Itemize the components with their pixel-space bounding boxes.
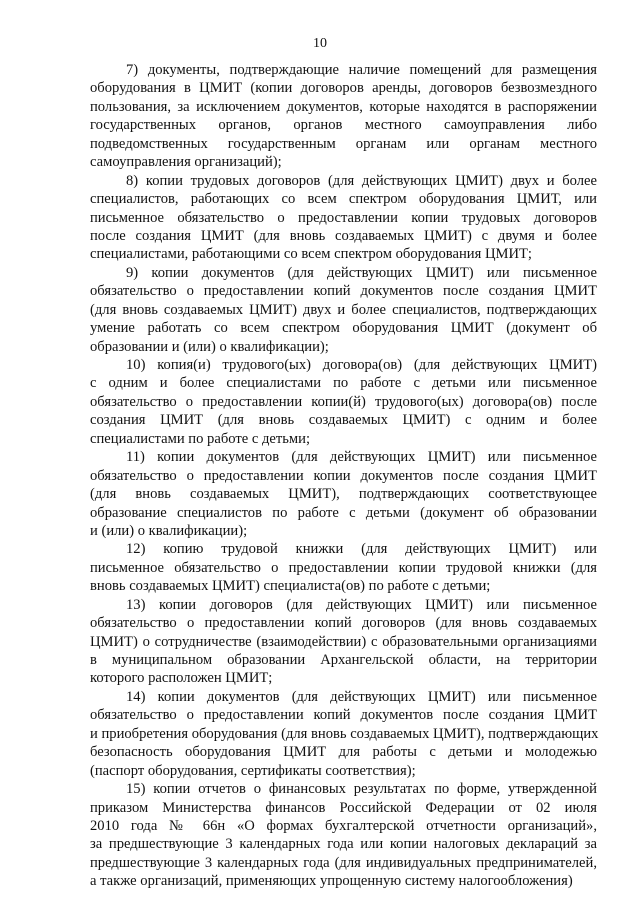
page-number: 10 (313, 36, 327, 51)
text-line: (для вновь создаваемых ЦМИТ), подтверждающих соответствующее (90, 486, 597, 503)
text-line: письменное обязательство о предоставлении копии трудовых договоров (90, 209, 597, 226)
text-line: обязательство о предоставлении копий документов после создания ЦМИТ (90, 283, 597, 300)
list-item-7 (90, 61, 597, 172)
text-line: 8) копии трудовых договоров (для действующих ЦМИТ) двух и более (126, 172, 597, 189)
text-line: которого расположен ЦМИТ; (90, 670, 273, 687)
text-line: специалистами, работающими со всем спектром оборудования ЦМИТ; (90, 246, 532, 263)
list-item-15 (90, 780, 597, 891)
text-line: пользования, за исключением документов, которые находятся в распоряжении (90, 98, 597, 115)
text-line: оборудования в ЦМИТ (копии договоров аренды, договоров безвозмездного (90, 80, 597, 97)
text-line: 2010 года № 66н «О формах бухгалтерской отчетности организаций», (90, 817, 597, 834)
text-line: вновь создаваемых ЦМИТ) специалиста(ов) по работе с детьми; (90, 578, 491, 595)
text-line: 14) копии документов (для действующих ЦМИТ) или письменное (126, 688, 597, 705)
text-line: (для вновь создаваемых ЦМИТ) двух и более специалистов, подтверждающих (90, 301, 597, 318)
text-line: и приобретения оборудования (для вновь создаваемых ЦМИТ), подтверждающих (90, 725, 599, 742)
text-line: письменное обязательство о предоставлении копии трудовой книжки (для (90, 559, 597, 576)
text-line: создания ЦМИТ (для вновь создаваемых ЦМИТ) с одним и более (90, 412, 597, 429)
text-line: в муниципальном образовании Архангельской области, на территории (90, 652, 597, 668)
text-line: государственных органов, органов местного самоуправления либо (90, 117, 597, 134)
text-line: 9) копии документов (для действующих ЦМИТ) или письменное (126, 264, 597, 281)
text-line: обязательство о предоставлении копий договоров (для вновь создаваемых (90, 615, 597, 632)
text-line: предшествующие 3 календарных года (для индивидуальных предпринимателей, (90, 854, 597, 871)
text-line: приказом Министерства финансов Российской Федерации от 02 июля (90, 799, 597, 816)
list-item-13 (90, 596, 597, 688)
document-body (90, 61, 597, 891)
text-line: 12) копию трудовой книжки (для действующих ЦМИТ) или (126, 541, 597, 558)
text-line: обязательство о предоставлении копии(й) трудового(ых) договора(ов) после (90, 393, 597, 410)
list-item-8 (90, 172, 597, 264)
list-item-11 (90, 448, 597, 540)
text-line: обязательство о предоставлении копий документов после создания ЦМИТ (90, 707, 597, 724)
text-line: и (или) о квалификации); (90, 522, 248, 539)
list-item-14 (90, 688, 597, 780)
list-item-12 (90, 540, 597, 595)
text-line: специалистами по работе с детьми; (90, 430, 311, 447)
text-line: умение работать со всем спектром оборудования ЦМИТ (документ об (90, 320, 597, 337)
text-line: образование специалистов по работе с детьми (документ об образовании (90, 504, 597, 521)
text-line: с одним и более специалистами по работе с детьми или письменное (90, 375, 597, 392)
text-line: 15) копии отчетов о финансовых результатах по форме, утвержденной (126, 781, 597, 798)
text-line: 13) копии договоров (для действующих ЦМИТ) или письменное (126, 596, 597, 613)
text-line: 10) копия(и) трудового(ых) договора(ов) (для действующих ЦМИТ) (126, 357, 597, 373)
text-line: а также организаций, применяющих упрощенную систему налогообложения) (90, 873, 573, 890)
text-line: подведомственных государственным органам или органам местного (90, 135, 597, 152)
text-line: безопасность оборудования ЦМИТ для работы с детьми и молодежью (90, 744, 597, 761)
text-line: 11) копии документов (для действующих ЦМИТ) или письменное (126, 449, 597, 466)
list-item-9 (90, 264, 597, 356)
text-line: ЦМИТ) о сотрудничестве (взаимодействии) с образовательными организациями (90, 633, 597, 650)
text-line: после создания ЦМИТ (для вновь создаваемых ЦМИТ) с двумя и более (90, 227, 597, 244)
text-line: (паспорт оборудования, сертификаты соответствия); (90, 762, 416, 779)
text-line: самоуправления организаций); (90, 154, 282, 171)
text-line: образовании и (или) о квалификации); (90, 338, 329, 355)
text-line: 7) документы, подтверждающие наличие помещений для размещения (126, 62, 597, 78)
text-line: специалистов, работающих со всем спектром оборудования ЦМИТ, или (90, 191, 597, 208)
text-line: обязательство о предоставлении копии документов после создания ЦМИТ (90, 467, 597, 484)
text-line: за предшествующие 3 календарных года или копии налоговых деклараций за (90, 836, 597, 853)
list-item-10 (90, 356, 597, 448)
